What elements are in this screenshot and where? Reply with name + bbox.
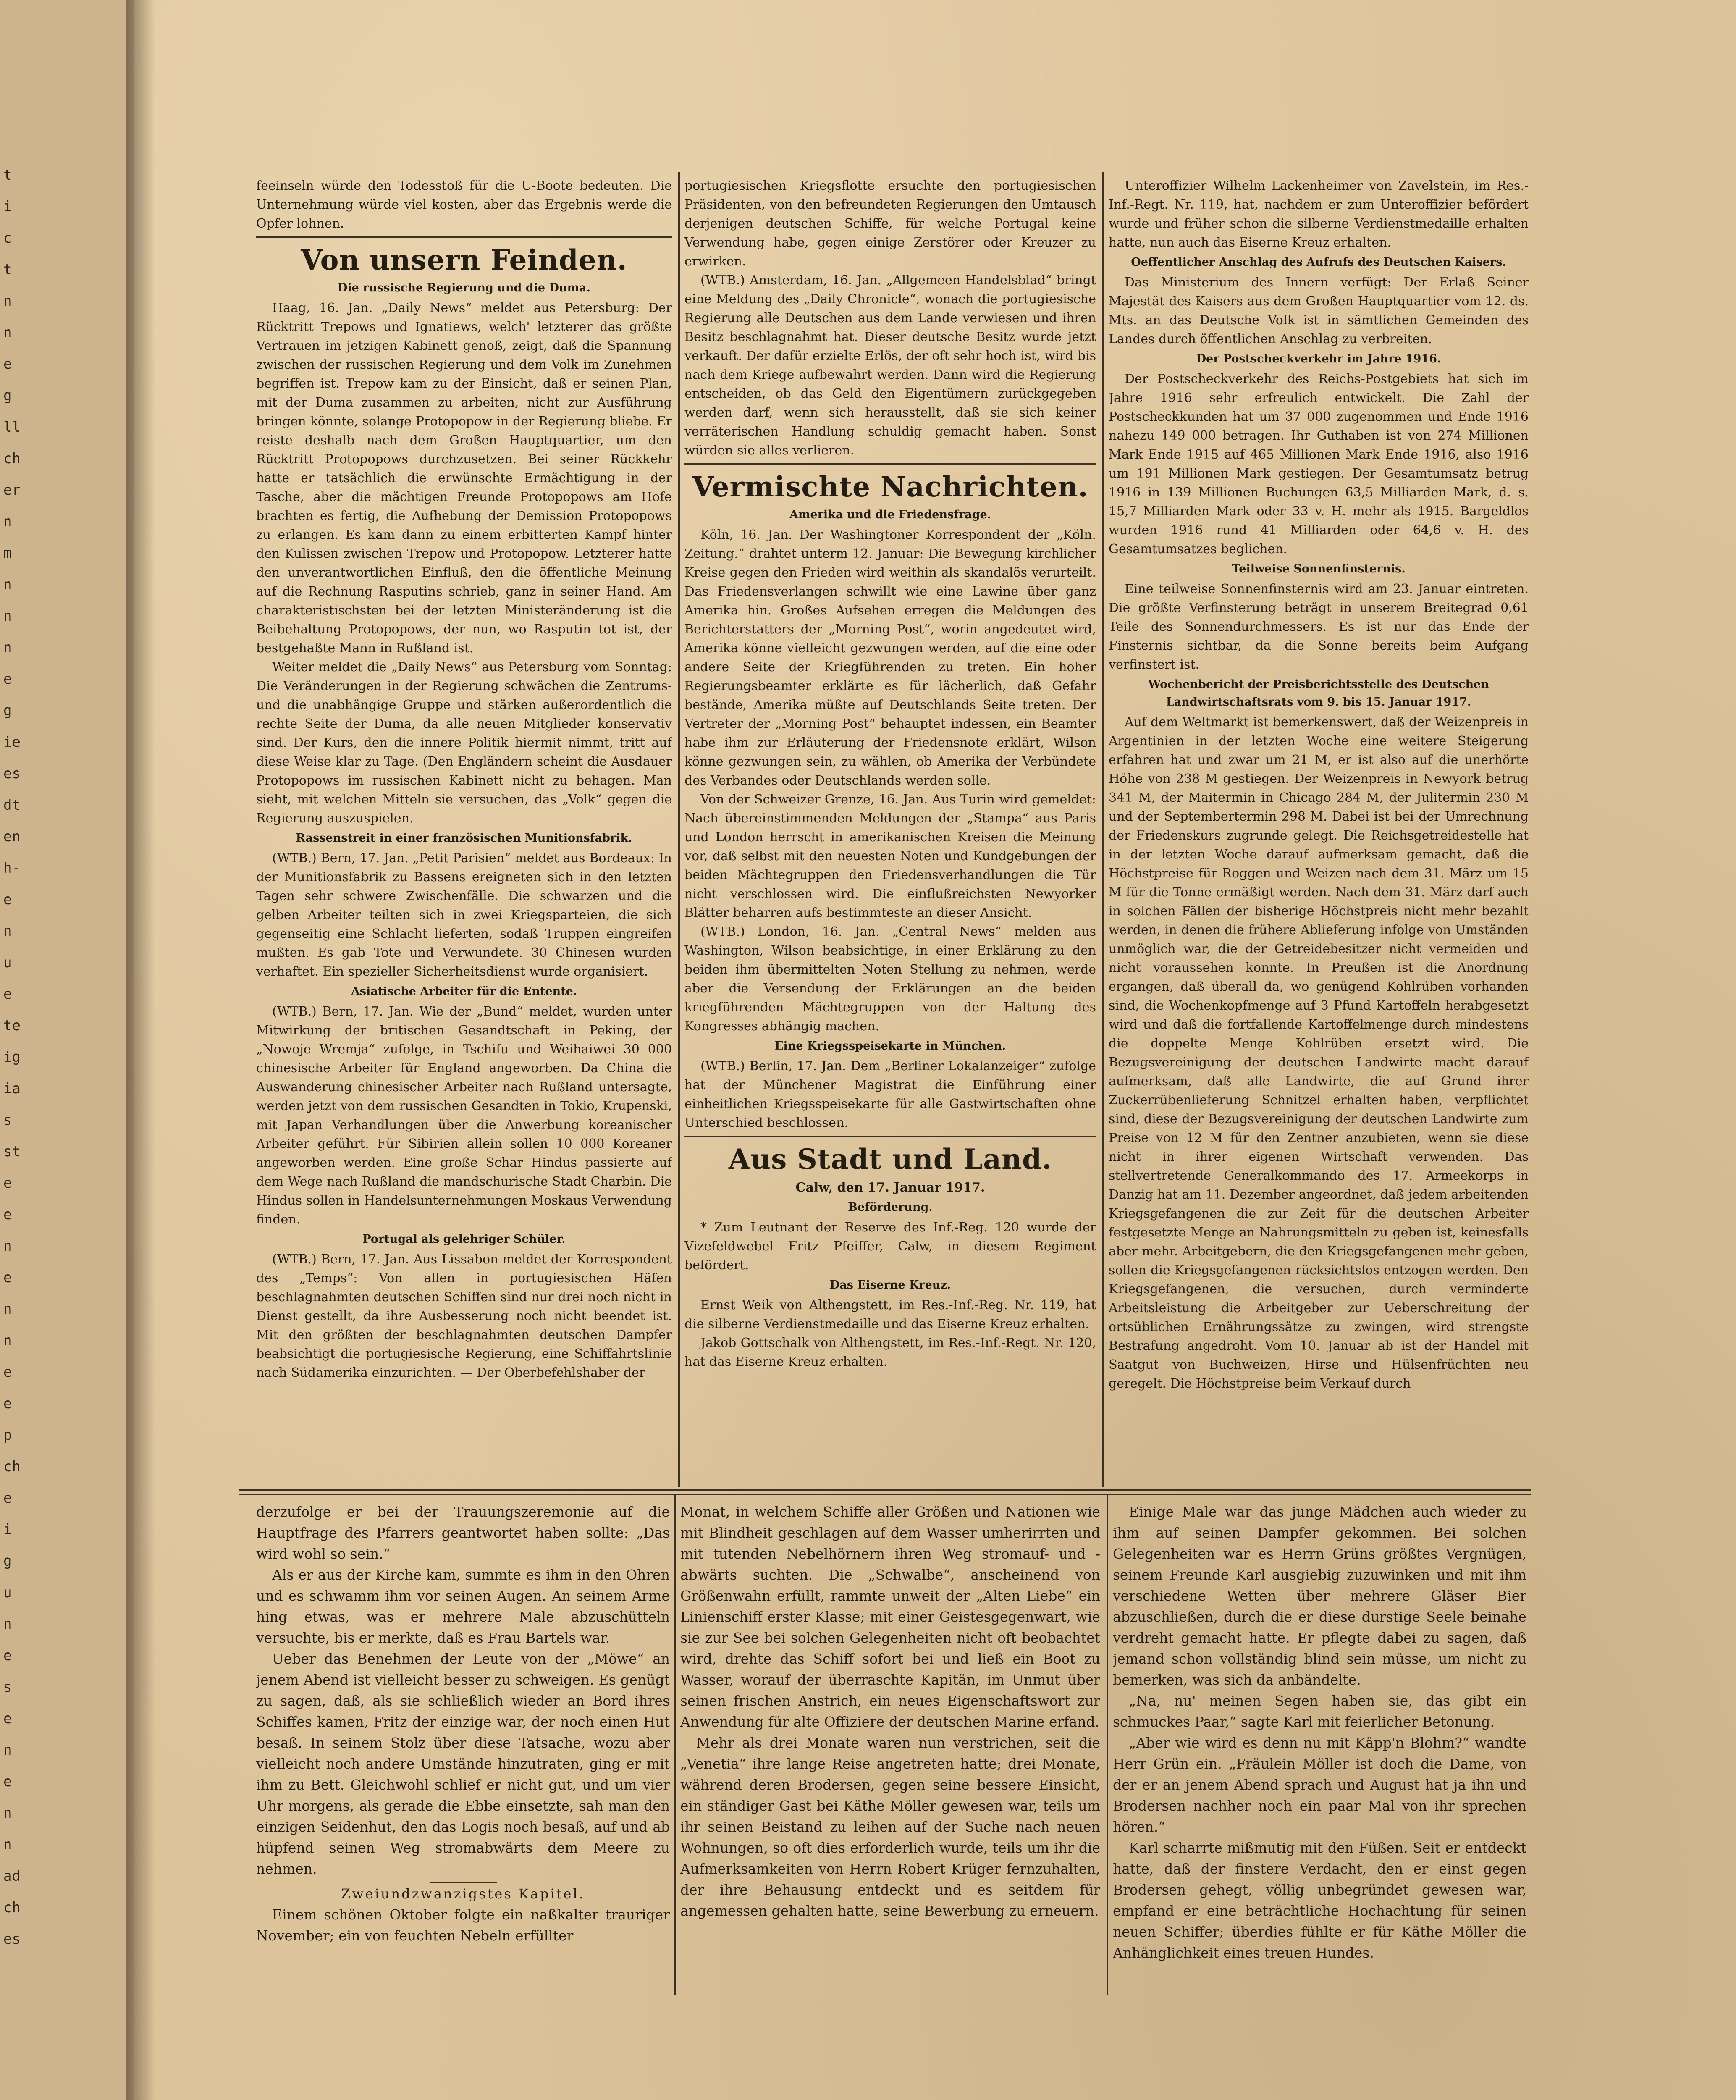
- paragraph: (WTB.) Bern, 17. Jan. Aus Lissabon meldet der Korrespondent des „Temps“: Von allen in portugiesischen Häfen beschlagnahmten deutschen Schiffen sind nur drei noch nicht in Dienst gestellt, da ihre Ausbesserung noch nicht beendet ist. Mit den größten der beschlagnahmten deutschen Dampfer beabsichtigt die portugiesische Regierung, eine Schiffahrtslinie nach Südamerika einzurichten. — Der Oberbefehlshaber der: [256, 1252, 672, 1380]
- feuilleton-rule-1: [674, 1495, 676, 1995]
- margin-letter: ig: [3, 1049, 21, 1066]
- column-1: [256, 176, 672, 1487]
- paragraph: Als er aus der Kirche kam, summte es ihm in den Ohren und es schwamm ihm vor seinen Augen. An seinem Arme hing etwas, was er mehrere Male abzuschütteln versuchte, bis er merkte, daß es Frau Bartels war.: [256, 1567, 670, 1646]
- paragraph: „Na, nu' meinen Segen haben sie, das gibt ein schmuckes Paar,“ sagte Karl mit feierlicher Betonung.: [1113, 1693, 1526, 1730]
- column-2: [684, 176, 1096, 1487]
- margin-letter: e: [3, 1269, 12, 1286]
- paragraph: Eine teilweise Sonnenfinsternis wird am 23. Januar eintreten. Die größte Verfinsterung beträgt in unserem Breitegrad 0,61 Teile des Sonnendurchmessers. Es ist nur das Ende der Finsternis sichtbar, da die Sonne bereits beim Aufgang verfinstert ist.: [1109, 582, 1529, 672]
- margin-letter: ie: [3, 734, 21, 751]
- paragraph: Unteroffizier Wilhelm Lackenheimer von Zavelstein, im Res.-Inf.-Regt. Nr. 119, hat, nachdem er zum Unteroffizier befördert wurde und früher schon die silberne Verdienstmedaille erhalten hatte, nun auch das Eiserne Kreuz erhalten.: [1109, 178, 1529, 250]
- column-rule-1: [678, 172, 680, 1487]
- margin-letter: e: [3, 1364, 12, 1381]
- adjacent-page-edge: [0, 0, 134, 2100]
- article-title: Das Eiserne Kreuz.: [829, 1278, 951, 1292]
- margin-letter: es: [3, 765, 21, 782]
- feuilleton-column-2: [680, 1502, 1100, 1993]
- margin-letter: ch: [3, 1899, 21, 1916]
- page-gutter: [126, 0, 155, 2100]
- margin-letter: n: [3, 639, 12, 656]
- margin-letter: m: [3, 545, 12, 562]
- margin-letter: e: [3, 671, 12, 688]
- margin-letter: s: [3, 1679, 12, 1696]
- feuilleton-column-1: [256, 1502, 670, 1993]
- paragraph: Ernst Weik von Althengstett, im Res.-Inf.-Reg. Nr. 119, hat die silberne Verdienstmedaille und das Eiserne Kreuz erhalten.: [684, 1298, 1096, 1331]
- paragraph: Mehr als drei Monate waren nun verstrichen, seit die „Venetia“ ihre lange Reise angetreten hatte; drei Monate, während deren Brodersen, gegen seine bessere Einsicht, ein ständiger Gast bei Käthe Möller gewesen war, teils um ihr seinen Beistand zu leihen auf der Suche nach neuen Wohnungen, so oft dies erforderlich wurde, teils um ihr die Aufmerksamkeiten von Herrn Robert Krüger fernzuhalten, der ihre Behausung entdeckt und es seitdem für angemessen gehalten hatte, seine Bewerbung zu erneuern.: [680, 1735, 1100, 1919]
- section-rule: [684, 463, 1096, 465]
- margin-letter: g: [3, 702, 12, 719]
- margin-letter: dt: [3, 797, 21, 814]
- article-title: Oeffentlicher Anschlag des Aufrufs des Deutschen Kaisers.: [1131, 256, 1506, 269]
- paragraph: (WTB.) Bern, 17. Jan. „Petit Parisien“ meldet aus Bordeaux: In der Munitionsfabrik zu Bassens ereigneten sich in den letzten Tagen sehr schwere Zwischenfälle. Die schwarzen und die gelben Arbeiter teilten sich in zwei Kriegsparteien, die sich gegenseitig eine Schlacht lieferten, sodaß Truppen eingreifen mußten. Es gab Tote und Verwundete. 30 Chinesen wurden verhaftet. Ein spezieller Sicherheitsdienst wurde organisiert.: [256, 851, 672, 979]
- paragraph: Einige Male war das junge Mädchen auch wieder zu ihm auf seinen Dampfer gekommen. Bei solchen Gelegenheiten war es Herrn Grüns größtes Vergnügen, seinem Freunde Karl ausgiebig zuzuwinken und mit ihm verschiedene Wetten über mehrere Gläser Bier abzuschließen, durch die er diese durstige Seele beinahe verdreht gemacht hatte. Er pflegte dabei zu sagen, daß jemand schon vollständig blind sein müsse, um nicht zu bemerken, was sich da anbändelte.: [1113, 1504, 1526, 1688]
- margin-letter: n: [3, 923, 12, 940]
- paragraph: derzufolge er bei der Trauungszeremonie auf die Hauptfrage des Pfarrers geantwortet haben sollte: „Das wird wohl so sein.“: [256, 1504, 670, 1562]
- margin-letter: e: [3, 1490, 12, 1507]
- paragraph: * Zum Leutnant der Reserve des Inf.-Reg. 120 wurde der Vizefeldwebel Fritz Pfeiffer, Calw, in diesem Regiment befördert.: [684, 1220, 1096, 1273]
- paragraph: Auf dem Weltmarkt ist bemerkenswert, daß der Weizenpreis in Argentinien in der letzten Woche eine weitere Steigerung erfahren hat und zwar um 21 M, er ist also auf die unerhörte Höhe von 238 M gestiegen. Der Weizenpreis in Newyork betrug 341 M, der Maitermin in Chicago 284 M, der Julitermin 230 M und der Septembertermin 298 M. Dabei ist bei der Umrechnung der Friedenskurs zugrunde gelegt. Die Reichsgetreidestelle hat in der letzten Woche darauf aufmerksam gemacht, daß die Höchstpreise für Roggen und Weizen nach dem 31. März um 15 M für die Tonne ermäßigt werden. Nach dem 31. März darf auch in solchen Fällen der bisherige Höchstpreis nicht mehr bezahlt werden, in denen die frühere Ablieferung infolge von Umständen unmöglich war, die der Getreidebesitzer nicht vermeiden und nicht voraussehen konnte. In Preußen ist die Anordnung ergangen, daß überall da, wo genügend Kohlrüben vorhanden sind, die Wochenkopfmenge auf 3 Pfund Kartoffeln herabgesetzt wird und daß die fortfallende Kartoffelmenge durch mindestens die doppelte Menge Kohlrüben ersetzt wird. Die Bezugsvereinigung der deutschen Landwirte macht darauf aufmerksam, daß alle Landwirte, die auf Grund ihrer Zuckerrübenlieferung Schnitzel erhalten haben, verpflichtet sind, diese der Bezugsvereinigung der deutschen Landwirte zum Preise von 12 M für den Zentner anzubieten, wenn sie diese nicht in ihrer eigenen Wirtschaft verwenden. Das stellvertretende Generalkommando des 17. Armeekorps in Danzig hat am 11. Dezember angeordnet, daß jedem arbeitenden Kriegsgefangenen die zur Zeit für die deutschen Arbeiter festgesetzte Menge an Nahrungsmitteln zu geben ist, keinesfalls aber mehr. Arbeitgebern, die den Kriegsgefangenen mehr geben, sollen die Kriegsgefangenen rücksichtslos entzogen werden. Den Kriegsgefangenen, die versuchen, durch verminderte Arbeitsleistung die Arbeitgeber zur Ueberschreitung der ortsüblichen Ernährungssätze zu zwingen, wird strengste Bestrafung angedroht. Vom 10. Januar ab ist der Handel mit Saatgut von Buchweizen, Hirse und Hülsenfrüchten neu geregelt. Die Höchstpreise beim Verkauf durch: [1109, 715, 1529, 1391]
- section-heading: Vermischte Nachrichten.: [692, 470, 1088, 503]
- margin-letter: p: [3, 1427, 12, 1444]
- paragraph: (WTB.) Berlin, 17. Jan. Dem „Berliner Lokalanzeiger“ zufolge hat der Münchener Magistrat die Einführung einer einheitlichen Kriegsspeisekarte für alle Gastwirtschaften ohne Unterschied beschlossen.: [684, 1059, 1096, 1130]
- paragraph: Jakob Gottschalk von Althengstett, im Res.-Inf.-Regt. Nr. 120, hat das Eiserne Kreuz erhalten.: [684, 1336, 1096, 1369]
- article-title: Eine Kriegsspeisekarte in München.: [774, 1040, 1006, 1053]
- paragraph: Von der Schweizer Grenze, 16. Jan. Aus Turin wird gemeldet: Nach übereinstimmenden Meldungen der „Stampa“ aus Paris und London herrscht in amerikanischen Kreisen die Meinung vor, daß selbst mit den neuesten Noten und Kundgebungen der beiden Mächtegruppen den Friedensverhandlungen die Tür nicht verschlossen wird. Die einflußreichsten Newyorker Blätter beharren aufs bestimmteste an dieser Ansicht.: [684, 792, 1096, 920]
- margin-letter: en: [3, 828, 21, 845]
- section-rule: [684, 1136, 1096, 1137]
- margin-letter: er: [3, 482, 21, 499]
- chapter-title: Zweiundzwanzigstes Kapitel.: [341, 1886, 585, 1902]
- feuilleton-separator-2: [239, 1494, 1531, 1495]
- paragraph: Karl scharrte mißmutig mit den Füßen. Seit er entdeckt hatte, daß der finstere Verdacht, den er einst gegen Brodersen gehegt, völlig unbegründet gewesen war, empfand er eine beträchtliche Hochachtung für seinen neuen Schiffer; überdies fühlte er für Käthe Möller die Anhänglichkeit eines treuen Hundes.: [1113, 1840, 1526, 1961]
- margin-letter: te: [3, 1017, 21, 1034]
- margin-letter: i: [3, 1521, 12, 1538]
- article-title: Die russische Regierung und die Duma.: [337, 281, 591, 294]
- margin-letter: st: [3, 1143, 21, 1160]
- article-title: Amerika und die Friedensfrage.: [789, 508, 991, 521]
- dateline: Calw, den 17. Januar 1917.: [795, 1180, 985, 1195]
- margin-letter: e: [3, 1773, 12, 1790]
- section-rule: [256, 236, 672, 238]
- article-title: Der Postscheckverkehr im Jahre 1916.: [1196, 352, 1441, 365]
- article-title: Beförderung.: [848, 1201, 933, 1214]
- paragraph: Das Ministerium des Innern verfügt: Der Erlaß Seiner Majestät des Kaisers aus dem Großen Hauptquartier vom 12. ds. Mts. an das Deutsche Volk ist in sämtlichen Gemeinden des Landes durch öffentlichen Anschlag zu verbreiten.: [1109, 275, 1529, 346]
- margin-letter: n: [3, 576, 12, 593]
- feuilleton-column-3: [1113, 1502, 1526, 1993]
- margin-letter: n: [3, 608, 12, 625]
- margin-letter: e: [3, 986, 12, 1003]
- section-heading: Aus Stadt und Land.: [728, 1143, 1052, 1176]
- margin-letter: ch: [3, 1458, 21, 1475]
- paragraph: Haag, 16. Jan. „Daily News“ meldet aus Petersburg: Der Rücktritt Trepows und Ignatiews, welch' letzterer das größte Vertrauen im jetzigen Kabinett genoß, zeigt, daß die Spannung zwischen der russischen Regierung und dem Volk im Zunehmen begriffen ist. Trepow kam zu der Einsicht, daß er seinen Plan, mit der Duma zusammen zu arbeiten, nicht zur Ausführung bringen könnte, solange Protopopow in der Regierung bliebe. Er reiste deshalb nach dem Großen Hauptquartier, um den Rücktritt Protopopows durchzusetzen. Bei seiner Rückkehr hatte er tatsächlich die erwünschte Ermächtigung in der Tasche, aber die mächtigen Freunde Protopopows am Hofe brachten es fertig, die Aufhebung der Demission Protopopows zu erlangen. Es kam dann zu einem erbitterten Kampf hinter den Kulissen zwischen Trepow und Protopopow. Letzterer hatte den unverantwortlichen Einfluß, den die öffentliche Meinung auf die Rechnung Rasputins schrieb, ganz in seiner Hand. Am charakteristischsten bei der letzten Ministeränderung ist die Beibehaltung Protopopows, der nun, wo Rasputin tot ist, der bestgehaßte Mann in Rußland ist.: [256, 301, 672, 656]
- margin-letter: u: [3, 954, 12, 971]
- paragraph: „Aber wie wird es denn nu mit Käpp'n Blohm?“ wandte Herr Grün ein. „Fräulein Möller ist doch die Dame, von der er an jenem Abend sprach und August hat ja ihn und Brodersen nachher noch ein paar Mal von ihr sprechen hören.“: [1113, 1735, 1526, 1835]
- margin-letter: t: [3, 167, 12, 184]
- margin-letter: ad: [3, 1868, 21, 1885]
- margin-letter: es: [3, 1931, 21, 1948]
- margin-letter: ll: [3, 419, 21, 436]
- section-heading: Von unsern Feinden.: [301, 244, 627, 276]
- paragraph: portugiesischen Kriegsflotte ersuchte den portugiesischen Präsidenten, von den befreundeten Regierungen den Umtausch derjenigen deutschen Schiffe, für welche Portugal keine Verwendung habe, gegen einige Zerstörer oder Kreuzer zu erwirken.: [684, 178, 1096, 269]
- margin-letter: s: [3, 1112, 12, 1129]
- margin-letter: e: [3, 1395, 12, 1412]
- margin-letter: n: [3, 513, 12, 530]
- paragraph: (WTB.) Amsterdam, 16. Jan. „Allgemeen Handelsblad“ bringt eine Meldung des „Daily Chronicle“, wonach die portugiesische Regierung alle Deutschen aus dem Lande verwiesen und ihren Besitz beschlagnahmt hat. Dieser deutsche Besitz wurde jetzt verkauft. Der dafür erzielte Erlös, der oft sehr hoch ist, wird bis nach dem Kriege aufbewahrt werden. Dann wird die Regierung entscheiden, ob das Geld den Eigentümern zurückgegeben werden darf, wenn sich herausstellt, daß sie sich keiner verräterischen Handlung schuldig gemacht haben. Sonst würden sie alles verlieren.: [684, 273, 1096, 458]
- margin-letter: n: [3, 1332, 12, 1349]
- paragraph: Der Postscheckverkehr des Reichs-Postgebiets hat sich im Jahre 1916 sehr erfreulich entwickelt. Die Zahl der Postscheckkunden hat um 37 000 zugenommen und Ende 1916 nahezu 149 000 betragen. Ihr Guthaben ist von 274 Millionen Mark Ende 1915 auf 465 Millionen Mark Ende 1916, also 1916 um 191 Millionen Mark gestiegen. Der Gesamtumsatz betrug 1916 in 139 Millionen Buchungen 63,5 Milliarden Mark, d. s. 15,7 Milliarden Mark oder 33 v. H. mehr als 1915. Bargeldlos wurden 1916 rund 41 Milliarden oder 64,6 v. H. des Gesamtumsatzes beglichen.: [1109, 372, 1529, 556]
- margin-letter: e: [3, 1175, 12, 1192]
- margin-letter: i: [3, 198, 12, 215]
- article-title: Wochenbericht der Preisberichtsstelle des Deutschen Landwirtschaftsrats vom 9. bis 15. Januar 1917.: [1148, 678, 1489, 709]
- margin-letter: t: [3, 261, 12, 278]
- margin-letter: c: [3, 230, 12, 247]
- margin-letter: n: [3, 1616, 12, 1633]
- paragraph: Ueber das Benehmen der Leute von der „Möwe“ an jenem Abend ist vielleicht besser zu schweigen. Es genügt zu sagen, daß, als sie schließlich wieder an Bord ihres Schiffes kamen, Fritz der einzige war, der noch einen Hut besaß. In seinem Stolz über diese Tatsache, wozu aber vielleicht noch andere Umstände hinzutraten, ging er mit ihm zu Bett. Gleichwohl schlief er nicht gut, und um vier Uhr morgens, als gerade die Ebbe einsetzte, sah man den einzigen Seidenhut, den das Logis noch besaß, auf und ab hüpfend seinen Weg stromabwärts dem Meere zu nehmen.: [256, 1651, 670, 1877]
- paragraph: feeinseln würde den Todesstoß für die U-Boote bedeuten. Die Unternehmung würde viel kosten, aber das Ergebnis werde die Opfer lohnen.: [256, 178, 672, 231]
- margin-letter: ia: [3, 1080, 21, 1097]
- paragraph: (WTB.) Bern, 17. Jan. Wie der „Bund“ meldet, wurden unter Mitwirkung der britischen Gesandtschaft in Peking, der „Nowoje Wremja“ zufolge, in Tschifu und Weihaiwei 30 000 chinesische Arbeiter für England angeworben. Da China die Auswanderung chinesischer Arbeiter nach Rußland untersagte, werden jetzt von dem russischen Gesandten in Tokio, Krupenski, mit Japan Verhandlungen über die Anwerbung koreanischer Arbeiter geführt. Für Sibirien allein sollen 10 000 Koreaner angeworben werden. Eine große Schar Hindus passierte auf dem Wege nach Rußland die mandschurische Stadt Charbin. Die Hindus sollen in Handelsunternehmungen Moskaus Verwendung finden.: [256, 1004, 672, 1227]
- margin-letter: n: [3, 1805, 12, 1822]
- article-title: Asiatische Arbeiter für die Entente.: [351, 985, 577, 998]
- margin-letter: e: [3, 1647, 12, 1664]
- paragraph: Köln, 16. Jan. Der Washingtoner Korrespondent der „Köln. Zeitung.“ drahtet unterm 12. Januar: Die Bewegung kirchlicher Kreise gegen den Frieden wird weithin als skandalös verurteilt. Das Friedensverlangen schwillt wie eine Lawine über ganz Amerika hin. Großes Aufsehen erregen die Meldungen des Berichterstatters der „Morning Post“, worin angedeutet wird, Amerika könne vielleicht gezwungen werden, auf die eine oder andere Seite der Kriegführenden zu treten. Ein hoher Regierungsbeamter erklärte es für lächerlich, daß Gefahr bestände, Amerika müßte auf Deutschlands Seite treten. Der Vertreter der „Morning Post“ behauptet indessen, ein Beamter habe ihm zur Erläuterung der Friedensnote erklärt, Wilson könne gezwungen sein, zu wählen, ob Amerika der Verbündete des Verbandes oder Deutschlands werden solle.: [684, 528, 1096, 788]
- margin-letter: e: [3, 1710, 12, 1727]
- margin-letter: e: [3, 356, 12, 373]
- paragraph: Einem schönen Oktober folgte ein naßkalter trauriger November; ein von feuchten Nebeln erfüllter: [256, 1906, 670, 1944]
- margin-letter: h-: [3, 860, 21, 877]
- margin-letter: g: [3, 387, 12, 404]
- column-3: [1109, 176, 1529, 1487]
- feuilleton-separator: [239, 1489, 1531, 1491]
- margin-letter: u: [3, 1584, 12, 1601]
- margin-letter: ch: [3, 450, 21, 467]
- margin-letter: n: [3, 1238, 12, 1255]
- paragraph: (WTB.) London, 16. Jan. „Central News“ melden aus Washington, Wilson beabsichtige, in einer Erklärung zu den beiden ihm übermittelten Noten Stellung zu nehmen, werde aber die Versendung der Erklärungen an die beiden kriegführenden Mächtegruppen von der Haltung des Kongresses abhängig machen.: [684, 924, 1096, 1034]
- margin-letter: e: [3, 1206, 12, 1223]
- article-title: Teilweise Sonnenfinsternis.: [1232, 562, 1406, 575]
- feuilleton-rule-2: [1107, 1495, 1108, 1995]
- article-title: Rassenstreit in einer französischen Munitionsfabrik.: [296, 832, 632, 845]
- margin-letter: n: [3, 293, 12, 310]
- article-title: Portugal als gelehriger Schüler.: [362, 1233, 566, 1246]
- paragraph: Monat, in welchem Schiffe aller Größen und Nationen wie mit Blindheit geschlagen auf dem Wasser umherirrten und mit tutenden Nebelhörnern ihren Weg stromauf- und -abwärts suchten. Die „Schwalbe“, anscheinend von Größenwahn erfüllt, rammte unweit der „Alten Liebe“ ein Linienschiff erster Klasse; mit einer Geistesgegenwart, wie sie zur See bei solchen Gelegenheiten nicht oft beobachtet wird, drehte das Schiff sofort bei und ließ ein Boot zu Wasser, worauf der überraschte Kapitän, im Unmut über seinen frischen Anstrich, ein neues Eigenschaftswort zur Anwendung für alte Offiziere der deutschen Marine erfand.: [680, 1504, 1100, 1730]
- paragraph: Weiter meldet die „Daily News“ aus Petersburg vom Sonntag: Die Veränderungen in der Regierung schwächen die Zentrums- und die unabhängige Gruppe und stärken außerordentlich die rechte Seite der Duma, da alle neuen Mitglieder konservativ sind. Der Kurs, den die innere Politik hiermit nimmt, tritt auf diese Weise klar zu Tage. (Den Engländern scheint die Ausdauer Protopopows im russischen Kabinett nicht zu behagen. Man sieht, mit welchen Mitteln sie versuchen, das „Volk“ gegen die Regierung auszuspielen.: [256, 660, 672, 826]
- margin-letter: n: [3, 1301, 12, 1318]
- chapter-rule: [430, 1882, 497, 1883]
- margin-letter: e: [3, 891, 12, 908]
- margin-letter: n: [3, 1742, 12, 1759]
- margin-letter: n: [3, 1836, 12, 1853]
- column-rule-2: [1102, 172, 1104, 1487]
- margin-letter: n: [3, 324, 12, 341]
- margin-letter: g: [3, 1553, 12, 1570]
